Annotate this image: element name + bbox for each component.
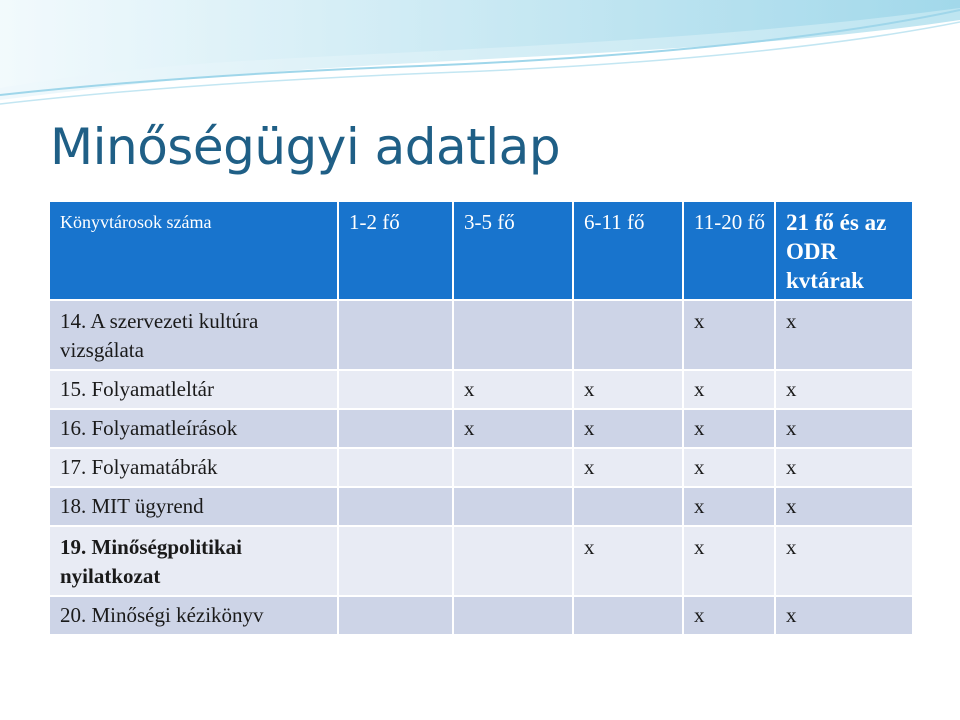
table-cell <box>338 526 453 596</box>
table-cell <box>338 596 453 635</box>
table-cell <box>338 370 453 409</box>
row-label: 14. A szervezeti kultúra vizsgálata <box>49 300 338 370</box>
table-cell <box>338 300 453 370</box>
table-cell: x <box>775 487 913 526</box>
header-cell-3-5: 3-5 fő <box>453 201 573 300</box>
table-row <box>49 487 913 526</box>
table-cell: x <box>453 370 573 409</box>
table-row <box>49 370 913 409</box>
header-cell-1-2: 1-2 fő <box>338 201 453 300</box>
row-label: 16. Folyamatleírások <box>49 409 338 448</box>
table-cell <box>453 596 573 635</box>
header-cell-6-11: 6-11 fő <box>573 201 683 300</box>
table-row <box>49 526 913 596</box>
table-cell: x <box>775 448 913 487</box>
table-cell: x <box>683 370 775 409</box>
row-label: 15. Folyamatleltár <box>49 370 338 409</box>
slide-title: Minőségügyi adatlap <box>50 118 561 176</box>
table-row <box>49 448 913 487</box>
table-cell <box>338 487 453 526</box>
row-label: 20. Minőségi kézikönyv <box>49 596 338 635</box>
table-cell <box>573 300 683 370</box>
table-cell: x <box>573 526 683 596</box>
table-cell <box>453 448 573 487</box>
header-cell-21-plus: 21 fő és az ODR kvtárak <box>775 201 913 300</box>
table-cell: x <box>683 300 775 370</box>
table-header-row <box>49 201 913 300</box>
table-cell: x <box>775 596 913 635</box>
table-cell: x <box>453 409 573 448</box>
table-row <box>49 300 913 370</box>
table-cell: x <box>683 487 775 526</box>
table-row <box>49 409 913 448</box>
table-cell <box>338 448 453 487</box>
table-cell: x <box>573 409 683 448</box>
row-label: 19. Minőségpolitikai nyilatkozat <box>49 526 338 596</box>
table-cell <box>453 300 573 370</box>
table-cell <box>453 487 573 526</box>
decorative-wave-banner <box>0 0 960 120</box>
row-label: 17. Folyamatábrák <box>49 448 338 487</box>
table-cell: x <box>683 409 775 448</box>
row-label: 18. MIT ügyrend <box>49 487 338 526</box>
table-cell: x <box>573 448 683 487</box>
table-cell: x <box>775 526 913 596</box>
table-cell: x <box>683 526 775 596</box>
quality-data-table <box>48 200 914 636</box>
table-cell: x <box>775 300 913 370</box>
table-cell: x <box>573 370 683 409</box>
header-cell-librarian-count: Könyvtárosok száma <box>49 201 338 300</box>
table-cell <box>453 526 573 596</box>
table-cell: x <box>775 370 913 409</box>
table-cell <box>338 409 453 448</box>
table-cell: x <box>683 596 775 635</box>
table-cell: x <box>683 448 775 487</box>
table-cell <box>573 596 683 635</box>
table-cell: x <box>775 409 913 448</box>
table-row <box>49 596 913 635</box>
header-cell-11-20: 11-20 fő <box>683 201 775 300</box>
table-cell <box>573 487 683 526</box>
